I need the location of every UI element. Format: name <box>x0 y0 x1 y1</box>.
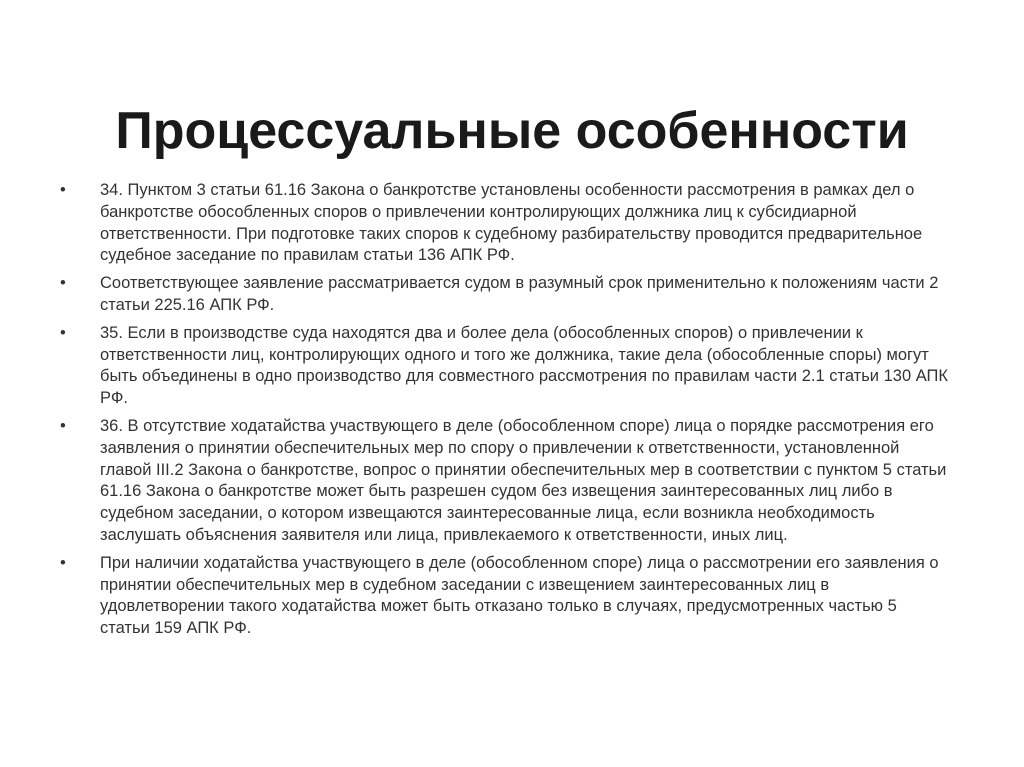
bullet-item <box>60 273 950 317</box>
slide-title: Процессуальные особенности <box>115 101 909 160</box>
bullet-item <box>60 180 950 267</box>
bullet-text: При наличии ходатайства участвующего в деле (обособленном споре) лица о рассмотрении его заявления о принятии обеспечительных мер в судебном заседании с извещением заинтересованных лиц в удовлетворении такого ходатайства может быть отказано только в случаях, предусмотренных частью 5 статьи 159 АПК РФ. <box>100 553 939 638</box>
bullet-marker: • <box>60 274 66 293</box>
bullet-marker: • <box>60 323 66 342</box>
bullet-item <box>60 553 950 640</box>
bullet-text: 35. Если в производстве суда находятся два и более дела (обособленных споров) о привлечении к ответственности лиц, контролирующих одного и того же должника, такие дела (обособленные споры) могут быть объединены в одно производство для совместного рассмотрения по правилам части 2.1 статьи 130 АПК РФ. <box>100 323 949 408</box>
bullet-text: 36. В отсутствие ходатайства участвующего в деле (обособленном споре) лица о порядке рассмотрения его заявления о принятии обеспечительных мер по спору о привлечении к ответственности, установленной главой III.2 Закона о банкротстве, вопрос о принятии обеспечительных мер в соответствии с пунктом 5 статьи 61.16 Закона о банкротстве может быть разрешен судом без извещения заинтересованных лиц либо в судебном заседании, о котором извещаются заинтересованные лица, если возникла необходимость заслушать объяснения заявителя или лица, привлекаемого к ответственности, иных лиц. <box>100 416 947 544</box>
bullet-text: 34. Пунктом 3 статьи 61.16 Закона о банкротстве установлены особенности рассмотрения в рамках дел о банкротстве обособленных споров о привлечении контролирующих должника лиц к субсидиарной ответственности. При подготовке таких споров к судебному разбирательству проводится предварительное судебное заседание по правилам статьи 136 АПК РФ. <box>100 181 923 265</box>
bullet-marker: • <box>60 181 66 199</box>
bullet-marker: • <box>60 416 66 435</box>
bullet-text: Соответствующее заявление рассматривается судом в разумный срок применительно к положениям части 2 статьи 225.16 АПК РФ. <box>100 274 939 314</box>
bullet-list <box>60 180 950 646</box>
bullet-marker: • <box>60 553 66 572</box>
bullet-item <box>60 416 950 547</box>
bullet-item <box>60 323 950 410</box>
